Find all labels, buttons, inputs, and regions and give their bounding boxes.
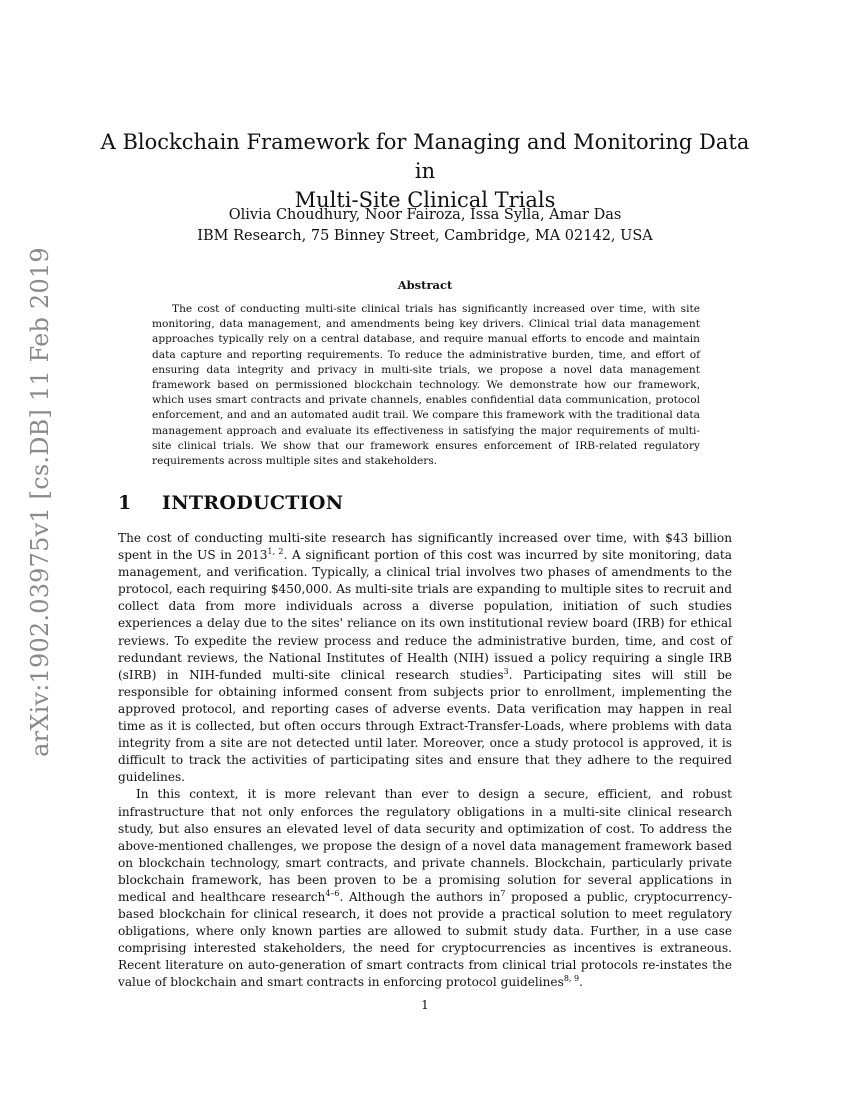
- title-line-1: A Blockchain Framework for Managing and Monitoring Data in: [100, 130, 750, 183]
- p1-text-2: . A significant portion of this cost was incurred by site monitoring, data management, and verification. Typically, a clinical trial involves two phases of amendments to the protocol, each requiring $450,000. As multi-site trials are expanding to multiple sites to recruit and collect data from more individuals across a diverse population, initiation of such studies experiences a delay due to the sites' reliance on its own institutional review board (IRB) for ethical reviews. To expedite the review process and reduce the administrative burden, time, and cost of redundant reviews, the National Institutes of Health (NIH) issued a policy requiring a single IRB (sIRB) in NIH-funded multi-site clinical research studies: [118, 548, 732, 682]
- author-names: Olivia Choudhury, Noor Fairoza, Issa Sylla, Amar Das: [228, 207, 622, 223]
- arxiv-identifier-stamp: [16, 247, 64, 757]
- intro-paragraph-1: [118, 530, 732, 786]
- p2-text-3: proposed a public, cryptocurrency-based blockchain for clinical research, it does not provide a practical solution to meet regulatory obligations, where only known parties are allowed to submit study data. Further, in a use case comprising interested stakeholders, the need for cryptocurrencies as incentives is extraneous. Recent literature on auto-generation of smart contracts from clinical trial protocols re-instates the value of blockchain and smart contracts in enforcing protocol guidelines: [118, 889, 732, 990]
- paper-title: [100, 128, 750, 215]
- page-number: 1: [421, 998, 429, 1012]
- abstract-heading: Abstract: [397, 278, 453, 292]
- p1-text-1: The cost of conducting multi-site research has significantly increased over time, with $43 billion spent in the US in 2013: [118, 531, 732, 563]
- p2-text-4: .: [579, 975, 583, 990]
- author-block: [100, 205, 750, 247]
- p2-text-2: . Although the authors in: [339, 889, 501, 904]
- abstract-text: The cost of conducting multi-site clinical trials has significantly increased over time, with site monitoring, data management, and amendments being key drivers. Clinical trial data management approaches typically rely on a central database, and require manual efforts to encode and maintain data capture and reporting requirements. To reduce the administrative burden, time, and effort of ensuring data integrity and privacy in multi-site trials, we propose a novel data management framework based on permissioned blockchain technology. We demonstrate how our framework, which uses smart contracts and private channels, enables confidential data communication, protocol enforcement, and and an automated audit trail. We compare this framework with the traditional data management approach and evaluate its effectiveness in satisfying the major requirements of multi-site clinical trials. We show that our framework ensures enforcement of IRB-related regulatory requirements across multiple sites and stakeholders.: [152, 303, 700, 468]
- p2-text-1: In this context, it is more relevant than ever to design a secure, efficient, and robust infrastructure that not only enforces the regulatory obligations in a multi-site clinical research study, but also ensures an elevated level of data security and optimization of cost. To address the above-mentioned challenges, we propose the design of a novel data management framework based on blockchain technology, smart contracts, and private channels. Blockchain, particularly private blockchain framework, has been proven to be a promising solution for several applications in medical and healthcare research: [118, 787, 732, 904]
- citation-3: 3: [503, 666, 509, 676]
- title-line-2: Multi-Site Clinical Trials: [294, 188, 556, 212]
- citation-8-9: 8, 9: [563, 974, 580, 984]
- p1-text-3: . Participating sites will still be responsible for obtaining informed consent from subjects prior to enrollment, implementing the approved protocol, and reporting cases of adverse events. Data verification may happen in real time as it is collected, but often occurs through Extract-Transfer-Loads, where problems with data integrity from a site are not detected until later. Moreover, once a study protocol is approved, it is difficult to track the activities of participating sites and ensure that they adhere to the required guidelines.: [118, 667, 732, 785]
- section-heading: [118, 492, 343, 514]
- citation-7: 7: [500, 888, 506, 898]
- arxiv-identifier-text: arXiv:1902.03975v1 [cs.DB] 11 Feb 2019: [26, 247, 55, 757]
- intro-paragraph-2: [118, 786, 732, 991]
- section-number: 1: [118, 492, 132, 514]
- author-affiliation: IBM Research, 75 Binney Street, Cambridge, MA 02142, USA: [197, 228, 653, 244]
- section-title: INTRODUCTION: [162, 492, 344, 514]
- citation-1-2: 1, 2: [267, 547, 284, 557]
- introduction-body: [118, 530, 732, 992]
- citation-4-6: 4–6: [325, 888, 340, 898]
